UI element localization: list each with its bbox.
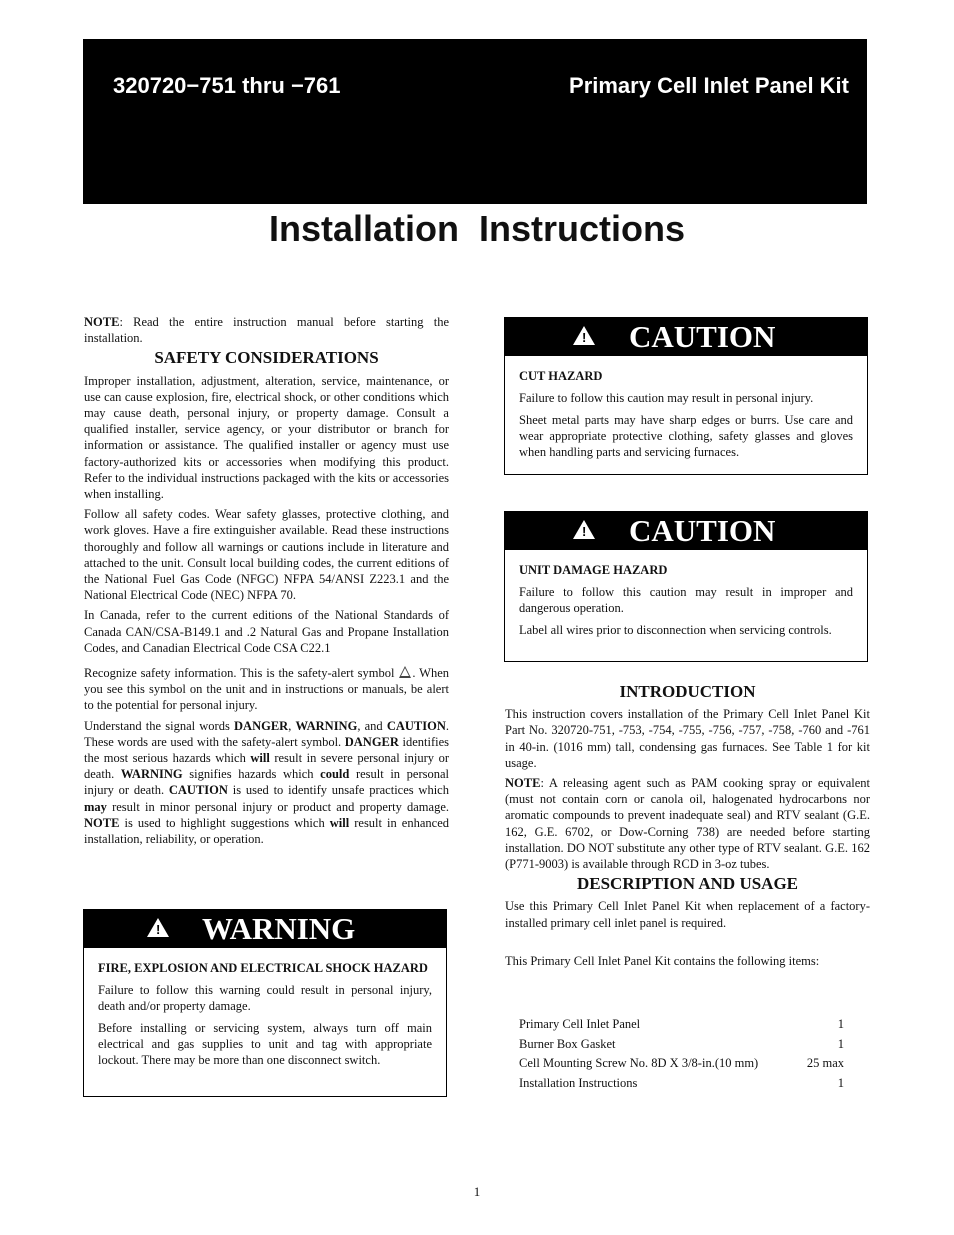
description-paragraph-2: This Primary Cell Inlet Panel Kit contains the following items: [505, 953, 820, 968]
left-column [84, 314, 449, 851]
caution-content [505, 356, 867, 472]
part-number: 320720−751 thru −761 [113, 73, 341, 98]
caution-hazard: CUT HAZARD [519, 369, 603, 383]
safety-paragraph-1: Improper installation, adjustment, alteration, service, maintenance, or use can cause explosion, fire, electrical shock, or other conditions which may cause death, personal injury, or property damage. Consult a qualified installer, service agency, or your distributor or branch for information or assistance. The qualified installer or agency must use factory-authorized kits or accessories when modifying this product. Refer to the individual instructions packaged with the kits or accessories when installing. [84, 373, 449, 502]
list-item: Burner Box Gasket 1 [519, 1036, 844, 1051]
warning-header [84, 910, 446, 948]
safety-paragraph-2: Follow all safety codes. Wear safety glasses, protective clothing, and work gloves. Have a fire extinguisher available. Read these instructions thoroughly and follow all warnings or cautions include in literature and attached to the unit. Consult local building codes, the current editions of the National Fuel Gas Code (NFGC) NFPA 54/ANSI Z223.1 and the National Electrical Code (NEC) NFPA 70. [84, 507, 449, 603]
intro-section [505, 680, 870, 973]
safety-heading: SAFETY CONSIDERATIONS [154, 348, 379, 368]
note-paragraph: NOTE: Read the entire instruction manual before starting the installation. [84, 315, 449, 346]
caution-text-2: Label all wires prior to disconnection when servicing controls. [519, 623, 832, 637]
warning-title: WARNING [202, 911, 356, 946]
caution-text-1: Failure to follow this caution may result in personal injury. [519, 391, 814, 405]
caution-title: CAUTION [629, 319, 776, 354]
page-number: 1 [473, 1184, 481, 1199]
caution-text-2: Sheet metal parts may have sharp edges or burrs. Use care and wear appropriate protective clothing, safety glasses and gloves when handling parts and servicing furnaces. [519, 413, 853, 459]
list-item: Installation Instructions 1 [519, 1076, 844, 1091]
caution-header [505, 318, 867, 356]
header-banner [83, 39, 867, 204]
list-item: Primary Cell Inlet Panel 1 [519, 1017, 844, 1031]
warning-box [83, 909, 447, 1097]
intro-note: NOTE: A releasing agent such as PAM cooking spray or equivalent (must not contain corn or canola oil, halogenated hydrocarbons nor aromatic compounds to prevent inadequate seal) and RTV sealant (G.E. 162, G.E. 6702, or Dow-Corning 738) are needed before starting installation. DO NOT substitute any other type of RTV sealant. G.E. 162 (P771-9003) is available through RCD in 3-oz tubes. [505, 776, 870, 872]
caution-box-cut [504, 317, 868, 475]
description-paragraph-1: Use this Primary Cell Inlet Panel Kit when replacement of a factory-installed primary cell inlet panel is required. [505, 899, 870, 930]
caution-hazard: UNIT DAMAGE HAZARD [519, 563, 668, 577]
warning-hazard: FIRE, EXPLOSION AND ELECTRICAL SHOCK HAZARD [98, 961, 428, 975]
safety-alert-icon [399, 666, 411, 678]
caution-alert-icon: ! [573, 520, 595, 539]
safety-paragraph-5: Understand the signal words DANGER, WARNING, and CAUTION. These words are used with the safety-alert symbol. DANGER identifies the most serious hazards which will result in severe personal injury or death. WARNING signifies hazards which could result in personal injury or death. CAUTION is used to identify unsafe practices which may result in minor personal injury or product and property damage. NOTE is used to highlight suggestions which will result in enhanced installation, reliability, or operation. [84, 718, 450, 847]
caution-text-1: Failure to follow this caution may result in improper and dangerous operation. [519, 585, 853, 615]
warning-text-2: Before installing or servicing system, always turn off main electrical and gas supplies to unit and tag with appropriate lockout. There may be more than one disconnect switch. [98, 1021, 432, 1067]
safety-paragraph-4: Recognize safety information. This is the safety-alert symbol . When you see this symbol on the unit and in instructions or manuals, be alert to the potential for personal injury. [84, 666, 449, 713]
list-item: Cell Mounting Screw No. 8D X 3/8-in.(10 mm) 25 max [519, 1056, 844, 1071]
page-title: Installation Instructions [268, 208, 686, 249]
caution-box-unit-damage [504, 511, 868, 662]
intro-paragraph: This instruction covers installation of the Primary Cell Inlet Panel Kit Part No. 320720-751, -753, -754, -755, -756, -757, -758, -760 and -761 in 40-in. (1016 mm) tall, condensing gas furnaces. See Table 1 for kit usage. [505, 707, 870, 770]
warning-text-1: Failure to follow this warning could result in personal injury, death and/or property damage. [98, 983, 432, 1013]
caution-title: CAUTION [629, 513, 776, 548]
warning-content [84, 948, 446, 1080]
kit-items-list [519, 1017, 844, 1096]
caution-header [505, 512, 867, 550]
description-heading: DESCRIPTION AND USAGE [576, 874, 799, 894]
warning-alert-icon: ! [147, 918, 169, 937]
kit-name: Primary Cell Inlet Panel Kit [569, 73, 849, 98]
caution-alert-icon: ! [573, 326, 595, 345]
intro-heading: INTRODUCTION [619, 682, 756, 701]
caution-content [505, 550, 867, 650]
safety-paragraph-3: In Canada, refer to the current editions of the National Standards of Canada CAN/CSA-B149.1 and .2 Natural Gas and Propane Installation Codes, and Canadian Electrical Code CSA C22.1 [84, 608, 449, 655]
